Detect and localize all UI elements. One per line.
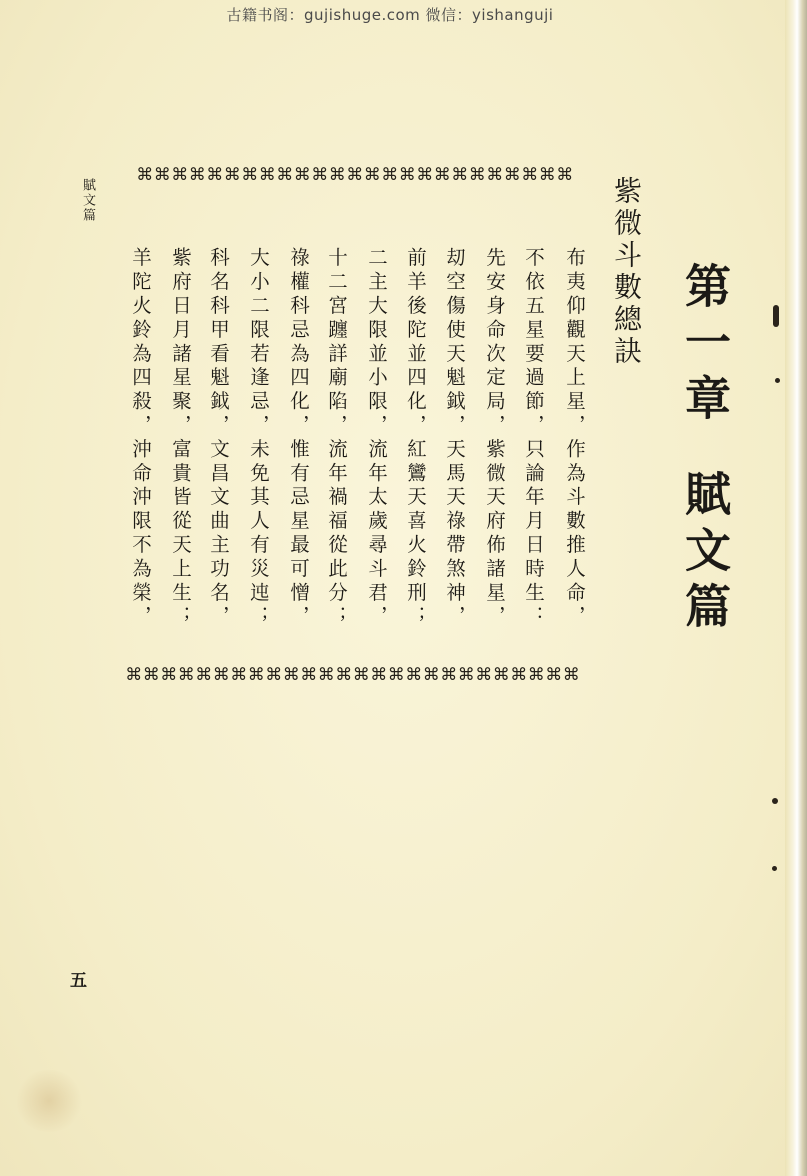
border-knot-icon: ⌘ (370, 665, 388, 685)
border-knot-icon: ⌘ (352, 665, 370, 685)
border-knot-icon: ⌘ (398, 165, 416, 185)
border-knot-icon: ⌘ (188, 165, 206, 185)
border-knot-icon: ⌘ (311, 165, 329, 185)
border-knot-icon: ⌘ (160, 665, 178, 685)
ornamental-border-bottom (125, 667, 580, 685)
border-knot-icon: ⌘ (300, 665, 318, 685)
border-knot-icon: ⌘ (153, 165, 171, 185)
page-number: 五 (70, 971, 87, 991)
ink-speck (773, 305, 779, 327)
border-knot-icon: ⌘ (475, 665, 493, 685)
border-knot-icon: ⌘ (230, 665, 248, 685)
ink-speck (775, 378, 780, 383)
verse-column-9: 大小二限若逢忌，未免其人有災迍； (247, 247, 270, 630)
verse-column-10: 科名科甲看魁鉞，文昌文曲主功名， (207, 247, 230, 630)
border-knot-icon: ⌘ (206, 165, 224, 185)
border-knot-icon: ⌘ (556, 165, 574, 185)
border-knot-icon: ⌘ (486, 165, 504, 185)
border-knot-icon: ⌘ (363, 165, 381, 185)
border-knot-icon: ⌘ (521, 165, 539, 185)
border-knot-icon: ⌘ (416, 165, 434, 185)
border-knot-icon: ⌘ (433, 165, 451, 185)
border-knot-icon: ⌘ (212, 665, 230, 685)
border-knot-icon: ⌘ (405, 665, 423, 685)
chapter-title (672, 262, 738, 638)
paper-stain (14, 1070, 84, 1132)
border-knot-icon: ⌘ (241, 165, 259, 185)
verse-column-7: 十二宮躔詳廟陷，流年禍福從此分； (325, 247, 348, 630)
border-knot-icon: ⌘ (346, 165, 364, 185)
border-knot-icon: ⌘ (381, 165, 399, 185)
watermark-text: 古籍书阁：gujishuge.com 微信：yishanguji (226, 6, 554, 24)
section-title: 紫微斗數總訣 (610, 176, 643, 368)
verse-column-3: 先安身命次定局，紫微天府佈諸星， (483, 247, 506, 630)
ink-speck (772, 798, 778, 804)
verse-column-4: 刧空傷使天魁鉞，天馬天祿帶煞神， (443, 247, 466, 630)
border-knot-icon: ⌘ (258, 165, 276, 185)
border-knot-icon: ⌘ (223, 165, 241, 185)
verse-column-1: 布夷仰觀天上星，作為斗數推人命， (563, 247, 586, 630)
border-knot-icon: ⌘ (328, 165, 346, 185)
border-knot-icon: ⌘ (492, 665, 510, 685)
border-knot-icon: ⌘ (171, 165, 189, 185)
border-knot-icon: ⌘ (451, 165, 469, 185)
border-knot-icon: ⌘ (387, 665, 405, 685)
border-knot-icon: ⌘ (293, 165, 311, 185)
verse-column-5: 前羊後陀並四化，紅鸞天喜火鈴刑； (404, 247, 427, 630)
border-knot-icon: ⌘ (440, 665, 458, 685)
chapter-title-name: 賦文篇 (678, 470, 732, 638)
border-knot-icon: ⌘ (136, 165, 154, 185)
border-knot-icon: ⌘ (195, 665, 213, 685)
border-knot-icon: ⌘ (562, 665, 580, 685)
verse-column-12: 羊陀火鈴為四殺，沖命沖限不為榮， (129, 247, 152, 630)
border-knot-icon: ⌘ (177, 665, 195, 685)
border-knot-icon: ⌘ (503, 165, 521, 185)
border-knot-icon: ⌘ (317, 665, 335, 685)
border-knot-icon: ⌘ (545, 665, 563, 685)
ornamental-border-top (136, 167, 574, 185)
border-knot-icon: ⌘ (335, 665, 353, 685)
border-knot-icon: ⌘ (468, 165, 486, 185)
ink-speck (772, 866, 777, 871)
verse-column-8: 祿權科忌為四化，惟有忌星最可憎， (287, 247, 310, 630)
verse-column-11: 紫府日月諸星聚，富貴皆從天上生； (169, 247, 192, 630)
border-knot-icon: ⌘ (422, 665, 440, 685)
running-head: 賦文篇 (80, 178, 95, 223)
chapter-title-number: 第一章 (678, 262, 732, 430)
border-knot-icon: ⌘ (276, 165, 294, 185)
border-knot-icon: ⌘ (538, 165, 556, 185)
border-knot-icon: ⌘ (457, 665, 475, 685)
verse-column-2: 不依五星要過節，只論年月日時生： (522, 247, 545, 630)
border-knot-icon: ⌘ (125, 665, 143, 685)
border-knot-icon: ⌘ (142, 665, 160, 685)
border-knot-icon: ⌘ (282, 665, 300, 685)
verse-column-6: 二主大限並小限，流年太歲尋斗君， (365, 247, 388, 630)
border-knot-icon: ⌘ (527, 665, 545, 685)
border-knot-icon: ⌘ (265, 665, 283, 685)
border-knot-icon: ⌘ (510, 665, 528, 685)
border-knot-icon: ⌘ (247, 665, 265, 685)
page-edge (785, 0, 807, 1176)
